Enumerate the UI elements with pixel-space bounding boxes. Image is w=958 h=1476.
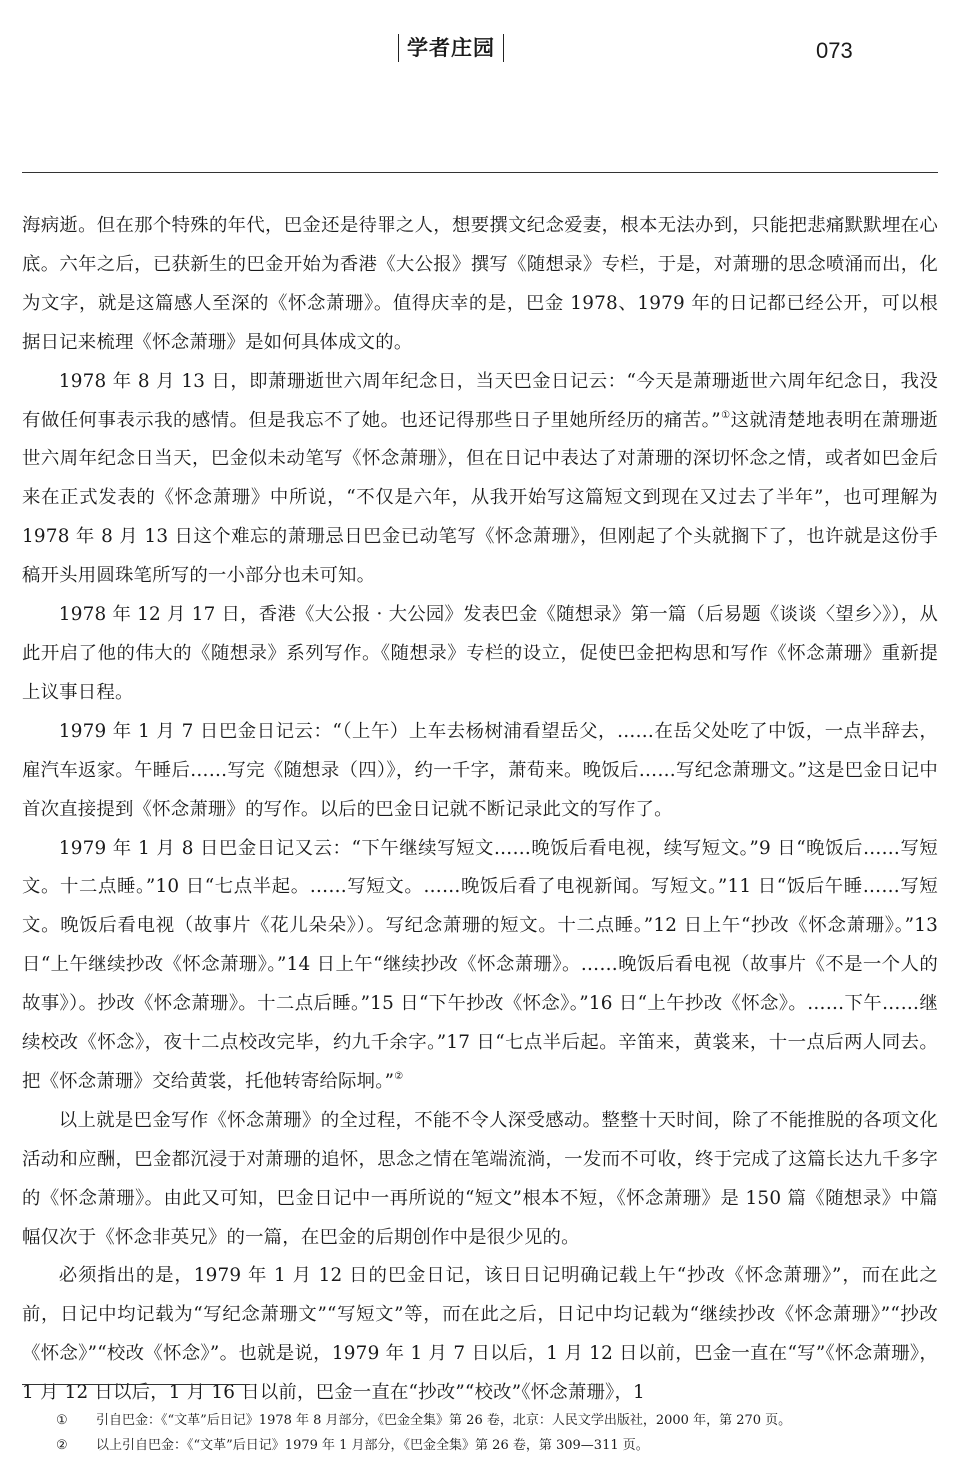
paragraph-text: 这就清楚地表明在萧珊逝世六周年纪念日当天，巴金似未动笔写《怀念萧珊》，但在日记中表达了对萧珊的深切怀念之情，或者如巴金后来在正式发表的《怀念萧珊》中所说，“不仅是六年，从我开始写这篇短文到现在又过去了半年”，也可理解为 1978 年 8 月 13 日这个难忘的萧珊忌日巴金已动笔写《怀念萧珊》，但刚起了个头就搁下了，也许就是这份手稿开头用圆珠笔所写的一小部分也未可知。 [22, 409, 938, 587]
paragraph-text: 必须指出的是，1979 年 1 月 12 日的巴金日记，该日日记明确记载上午“抄改《怀念萧珊》”，而在此之前，日记中均记载为“写纪念萧珊文”“写短文”等，而在此之后，日记中均记载为“继续抄改《怀念萧珊》”“抄改《怀念》”“校改《怀念》”。也就是说，1979 年 1 月 7 日以后，1 月 12 日以前，巴金一直在“写”《怀念萧珊》，1 月 12 日以后，1 月 16 日以前，巴金一直在“抄改”“校改”《怀念萧珊》，1 [22, 1265, 938, 1404]
footnote [22, 1408, 938, 1433]
footnote-mark: ② [56, 1438, 68, 1453]
section-title: 学者庄园 [398, 34, 504, 62]
paragraph [22, 207, 938, 363]
footnote-text: 以上引自巴金：《“文革”后日记》1979 年 1 月部分，《巴金全集》第 26 卷，第 309—311 页。 [96, 1438, 649, 1453]
paragraph-text: 1979 年 1 月 7 日巴金日记云：“（上午）上车去杨树浦看望岳父，……在岳父处吃了中饭，一点半辞去，雇汽车返家。午睡后……写完《随想录（四）》，约一千字，萧荀来。晚饭后……写纪念萧珊文。”这是巴金日记中首次直接提到《怀念萧珊》的写作。以后的巴金日记就不断记录此文的写作了。 [22, 720, 938, 820]
body-text [22, 207, 938, 1413]
footnote-ref: ① [720, 409, 731, 421]
footnote-rule [22, 1384, 250, 1385]
footnotes [22, 1408, 938, 1458]
paragraph-text: 1979 年 1 月 8 日巴金日记又云：“下午继续写短文……晚饭后看电视，续写短文。”9 日“晚饭后……写短文。十二点睡。”10 日“七点半起。……写短文。……晚饭后看了电视新闻。写短文。”11 日“饭后午睡……写短文。晚饭后看电视（故事片《花儿朵朵》）。写纪念萧珊的短文。十二点睡。”12 日上午“抄改《怀念萧珊》。”13 日“上午继续抄改《怀念萧珊》。”14 日上午“继续抄改《怀念萧珊》。……晚饭后看电视（故事片《不是一个人的故事》）。抄改《怀念萧珊》。十二点后睡。”15 日“下午抄改《怀念》。”16 日“上午抄改《怀念》。……下午……继续校改《怀念》，夜十二点校改完毕，约九千余字。”17 日“七点半后起。辛笛来，黄裳来，十一点后两人同去。把《怀念萧珊》交给黄裳，托他转寄给际坰。” [22, 837, 938, 1092]
footnote-text: 引自巴金：《“文革”后日记》1978 年 8 月部分，《巴金全集》第 26 卷，北京：人民文学出版社，2000 年，第 270 页。 [96, 1413, 792, 1428]
paragraph [22, 596, 938, 713]
paragraph [22, 830, 938, 1102]
page-number: 073 [816, 38, 853, 63]
footnote-mark: ① [56, 1413, 68, 1428]
paragraph-text: 海病逝。但在那个特殊的年代，巴金还是待罪之人，想要撰文纪念爱妻，根本无法办到，只能把悲痛默默埋在心底。六年之后，已获新生的巴金开始为香港《大公报》撰写《随想录》专栏，于是，对萧珊的思念喷涌而出，化为文字，就是这篇感人至深的《怀念萧珊》。值得庆幸的是，巴金 1978、1979 年的日记都已经公开，可以根据日记来梳理《怀念萧珊》是如何具体成文的。 [22, 215, 938, 353]
footnote [22, 1433, 938, 1458]
paragraph [22, 1257, 938, 1413]
paragraph [22, 363, 938, 596]
header-rule [22, 172, 938, 173]
paragraph [22, 713, 938, 830]
footnote-ref: ② [394, 1070, 404, 1082]
page-header [0, 30, 958, 70]
paragraph-text: 1978 年 12 月 17 日，香港《大公报 · 大公园》发表巴金《随想录》第一篇（后易题《谈谈〈望乡〉》），从此开启了他的伟大的《随想录》系列写作。《随想录》专栏的设立，促使巴金把构思和写作《怀念萧珊》重新提上议事日程。 [22, 604, 938, 703]
paragraph-text: 以上就是巴金写作《怀念萧珊》的全过程，不能不令人深受感动。整整十天时间，除了不能推脱的各项文化活动和应酬，巴金都沉浸于对萧珊的追怀，思念之情在笔端流淌，一发而不可收，终于完成了这篇长达九千多字的《怀念萧珊》。由此又可知，巴金日记中一再所说的“短文”根本不短，《怀念萧珊》是 150 篇《随想录》中篇幅仅次于《怀念非英兄》的一篇，在巴金的后期创作中是很少见的。 [22, 1109, 938, 1248]
paragraph-text: 1978 年 8 月 13 日，即萧珊逝世六周年纪念日，当天巴金日记云：“今天是萧珊逝世六周年纪念日，我没有做任何事表示我的感情。但是我忘不了她。也还记得那些日子里她所经历的痛苦。” [22, 370, 938, 431]
paragraph [22, 1102, 938, 1258]
